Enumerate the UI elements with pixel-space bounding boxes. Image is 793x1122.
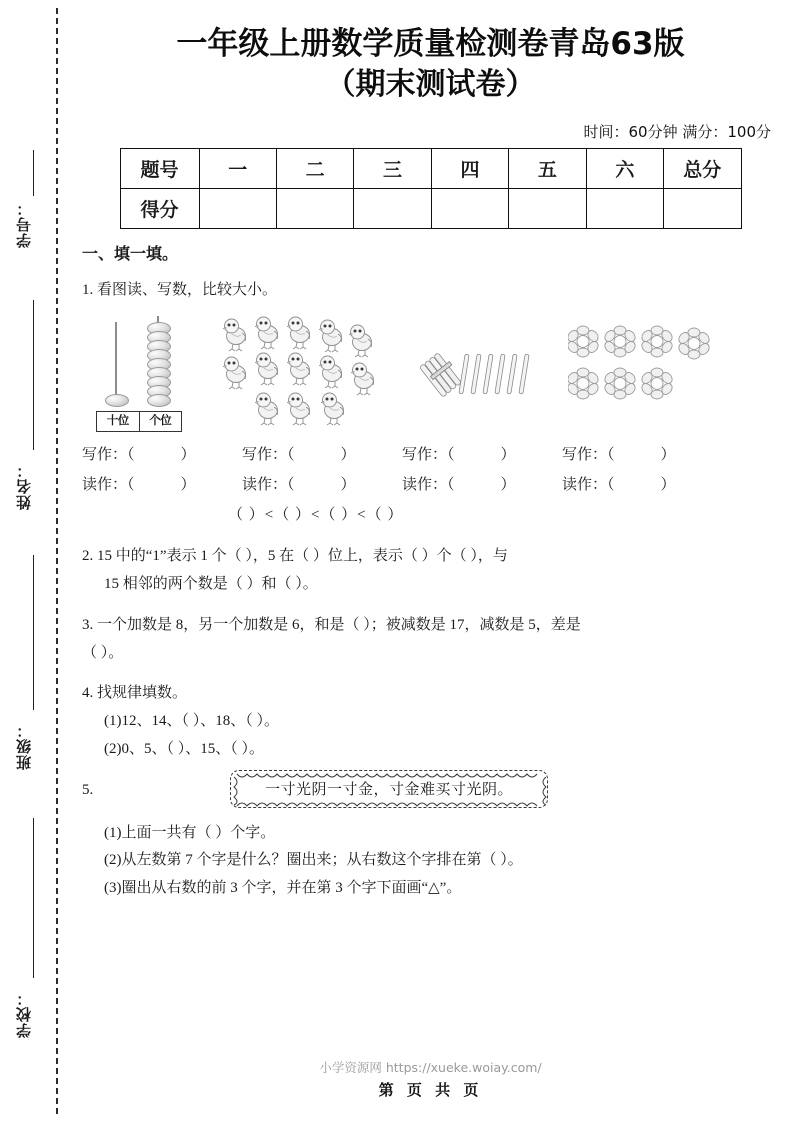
abacus-label-ones: 个位	[139, 412, 182, 431]
question-3-line-1	[82, 612, 793, 640]
stick-bundle	[419, 351, 464, 398]
write-label-1: 写作：（	[82, 447, 135, 464]
read-label-2: 读作：（	[242, 477, 295, 494]
margin-label-student-id: 学号：	[17, 200, 33, 248]
exam-page	[68, 0, 793, 1122]
sticks-svg	[416, 348, 546, 408]
chicks-svg	[220, 314, 390, 432]
question-4	[82, 680, 793, 763]
question-3-line-2[interactable]: （ ）。	[82, 644, 124, 661]
abacus-illustration	[96, 312, 184, 432]
loose-sticks	[459, 354, 529, 394]
read-close-1: ）	[180, 477, 196, 494]
read-close-2: ）	[340, 477, 356, 494]
margin-label-name: 姓名：	[17, 462, 33, 510]
abacus-bead-tens-1	[105, 394, 129, 407]
question-5-proverb-area	[68, 770, 793, 814]
page-title	[68, 0, 793, 105]
margin-rule-3	[33, 555, 34, 710]
write-cell-2[interactable]	[242, 440, 402, 470]
question-1-illustrations	[68, 310, 793, 438]
write-row	[82, 440, 793, 470]
write-cell-3[interactable]	[402, 440, 562, 470]
margin-label-class: 班级：	[17, 722, 33, 770]
question-5-item-2[interactable]: (2)从左数第 7 个字是什么？圈出来；从右数这个字排在第（ ）。	[104, 852, 523, 869]
read-cell-3[interactable]	[402, 470, 562, 500]
write-close-1: ）	[180, 447, 196, 464]
margin-rule-2	[33, 300, 34, 450]
score-col-total: 总分	[664, 148, 741, 188]
score-col-6: 六	[586, 148, 663, 188]
exam-meta-info: 时间：60分钟 满分：100分	[583, 122, 771, 141]
question-2-number: 2.	[82, 548, 94, 565]
score-cell-1[interactable]	[199, 188, 276, 228]
read-label-1: 读作：（	[82, 477, 135, 494]
flowers-svg	[568, 324, 728, 414]
score-col-5: 五	[509, 148, 586, 188]
title-line-2: （期末测试卷）	[325, 66, 536, 102]
read-close-3: ）	[500, 477, 516, 494]
flowers-illustration	[568, 324, 728, 414]
abacus-rod-tens	[115, 322, 117, 404]
write-label-4: 写作：（	[562, 447, 615, 464]
write-label-3: 写作：（	[402, 447, 455, 464]
score-cell-2[interactable]	[276, 188, 353, 228]
read-row	[82, 470, 793, 500]
read-cell-2[interactable]	[242, 470, 402, 500]
question-3	[82, 612, 793, 668]
score-col-4: 四	[431, 148, 508, 188]
score-cell-5[interactable]	[509, 188, 586, 228]
write-close-3: ）	[500, 447, 516, 464]
write-cell-4[interactable]	[562, 440, 722, 470]
score-table-row-label-0: 题号	[120, 148, 199, 188]
left-margin-strip	[0, 0, 68, 1122]
read-label-4: 读作：（	[562, 477, 615, 494]
score-cell-4[interactable]	[431, 188, 508, 228]
section-heading-fill-in: 一、填一填。	[82, 245, 179, 263]
question-1-text: 看图读、写数，比较大小。	[97, 281, 278, 298]
question-4-text: 找规律填数。	[97, 685, 188, 702]
question-2	[82, 543, 793, 599]
cut-dashed-line	[56, 8, 58, 1114]
question-1-stem	[82, 277, 793, 305]
question-4-stem	[82, 680, 793, 708]
abacus-place-value-base	[96, 411, 182, 432]
counting-sticks-illustration	[416, 348, 546, 408]
proverb-text: 一寸光阴一寸金，寸金难买寸光阴。	[264, 782, 513, 798]
question-2-text-1[interactable]: 15 中的“1”表示 1 个（ ），5 在（ ）位上，表示（ ）个（ ），与	[97, 548, 508, 565]
question-4-item-2[interactable]: (2)0、5、（ ）、15、（ ）。	[104, 740, 264, 757]
question-1-answer-lines	[68, 440, 793, 530]
score-col-3: 三	[354, 148, 431, 188]
question-2-line-1	[82, 543, 793, 571]
score-col-1: 一	[199, 148, 276, 188]
question-5-items	[82, 820, 793, 903]
margin-rule-4	[33, 818, 34, 978]
abacus-bead-ones-9	[147, 394, 171, 407]
score-col-2: 二	[276, 148, 353, 188]
question-2-line-2[interactable]: 15 相邻的两个数是（ ）和（ ）。	[104, 576, 318, 592]
question-5-number: 5.	[82, 781, 94, 798]
chicks-illustration	[220, 314, 390, 432]
score-table-row-label-1: 得分	[120, 188, 199, 228]
read-label-3: 读作：（	[402, 477, 455, 494]
write-close-2: ）	[340, 447, 356, 464]
table-row-scores	[120, 188, 741, 228]
read-cell-1[interactable]	[82, 470, 242, 500]
question-5-item-1[interactable]: (1)上面一共有（ ）个字。	[104, 824, 276, 841]
write-cell-1[interactable]	[82, 440, 242, 470]
question-4-number: 4.	[82, 685, 94, 702]
margin-label-school: 学校：	[17, 990, 33, 1038]
proverb-box	[230, 770, 548, 808]
score-cell-total[interactable]	[664, 188, 741, 228]
question-4-item-1[interactable]: (1)12、14、（ ）、18、（ ）。	[104, 713, 279, 729]
question-5-item-3[interactable]: (3)圈出从右数的前 3 个字，并在第 3 个字下面画“△”。	[104, 880, 462, 896]
question-3-text-1[interactable]: 一个加数是 8，另一个加数是 6，和是（ ）；被减数是 17，减数是 5，差是	[97, 616, 581, 633]
read-cell-4[interactable]	[562, 470, 722, 500]
score-table	[120, 148, 742, 229]
score-cell-3[interactable]	[354, 188, 431, 228]
watermark-text: 小学资源网 https://xueke.woiay.com/	[319, 1060, 542, 1075]
page-footer	[68, 1058, 793, 1100]
write-close-4: ）	[660, 447, 676, 464]
table-row-header	[120, 148, 741, 188]
question-1-number: 1.	[82, 281, 94, 298]
page-number-label: 第 页 共 页	[378, 1081, 483, 1099]
question-3-number: 3.	[82, 616, 94, 633]
margin-rule-1	[33, 150, 34, 196]
score-cell-6[interactable]	[586, 188, 663, 228]
read-close-4: ）	[660, 477, 676, 494]
write-label-2: 写作：（	[242, 447, 295, 464]
title-line-1: 一年级上册数学质量检测卷青岛63版	[176, 26, 685, 62]
abacus-label-tens: 十位	[106, 415, 129, 428]
question-1-compare-line[interactable]: （ ）<（ ）<（ ）<（ ）	[228, 507, 404, 524]
